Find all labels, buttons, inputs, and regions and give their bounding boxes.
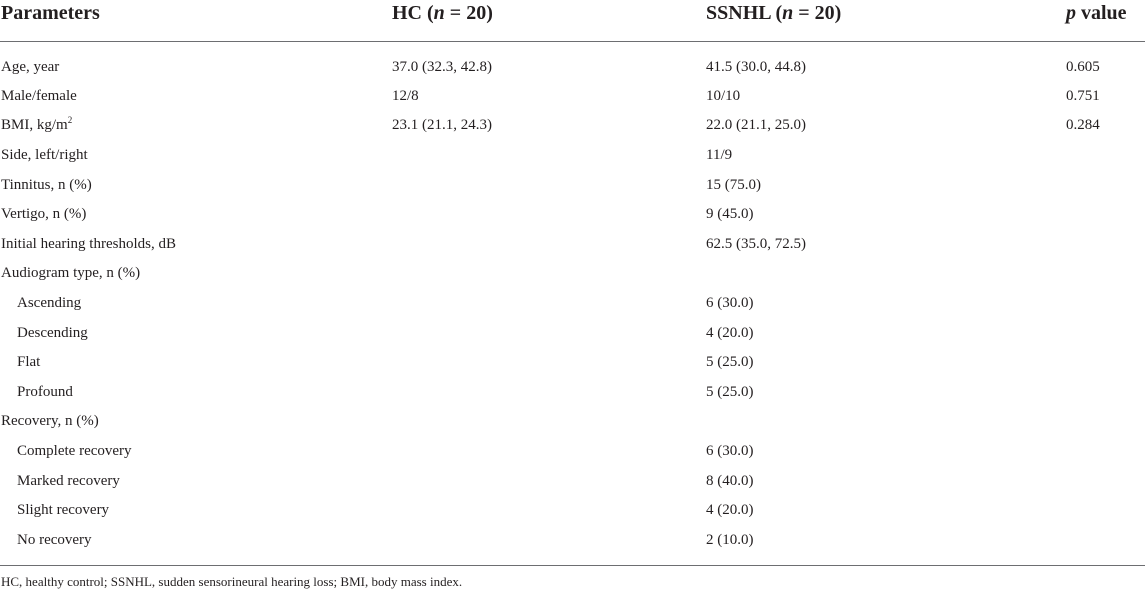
cell-hc — [392, 466, 706, 496]
row-label — [0, 377, 392, 407]
row-label — [0, 318, 392, 348]
cell-ssnhl: 15 (75.0) — [706, 176, 761, 193]
cell-hc — [392, 288, 706, 318]
row-label-text: Age, year — [1, 58, 60, 75]
table-row — [0, 525, 1145, 565]
row-label — [0, 170, 392, 200]
header-p-italic: p — [1066, 2, 1076, 24]
cell-ssnhl: 62.5 (35.0, 72.5) — [706, 235, 806, 252]
table-row — [0, 377, 1145, 407]
row-label — [0, 495, 392, 525]
cell-hc — [392, 377, 706, 407]
table-row — [0, 495, 1145, 525]
row-label — [0, 140, 392, 170]
cell-ssnhl: 9 (45.0) — [706, 206, 754, 223]
cell-p-value — [1066, 436, 1145, 466]
header-ssnhl — [706, 0, 1066, 42]
row-label-text: Audiogram type, n (%) — [1, 265, 141, 282]
header-hc-prefix: HC ( — [392, 2, 434, 24]
row-label-superscript: 2 — [67, 115, 73, 126]
row-label — [0, 407, 392, 437]
cell-ssnhl: 5 (25.0) — [706, 383, 754, 400]
cell-hc: 37.0 (32.3, 42.8) — [392, 58, 492, 75]
cell-hc: 12/8 — [392, 87, 419, 104]
header-hc-suffix: = 20) — [444, 2, 493, 24]
header-p-value — [1066, 0, 1145, 42]
cell-ssnhl: 22.0 (21.1, 25.0) — [706, 117, 806, 134]
cell-hc — [392, 407, 706, 437]
row-label-text: Male/female — [1, 87, 77, 104]
cell-ssnhl: 4 (20.0) — [706, 502, 754, 519]
cell-ssnhl: 6 (30.0) — [706, 442, 754, 459]
cell-p-value — [1066, 525, 1145, 565]
row-label-text: Initial hearing thresholds, dB — [1, 235, 176, 252]
row-label — [0, 525, 392, 565]
cell-hc — [392, 495, 706, 525]
row-label-text: Vertigo, n (%) — [1, 206, 87, 223]
row-label — [0, 347, 392, 377]
table-row — [0, 259, 1145, 289]
header-parameters-text: Parameters — [1, 2, 100, 24]
table-row — [0, 199, 1145, 229]
cell-ssnhl: 2 (10.0) — [706, 531, 754, 548]
cell-ssnhl — [706, 259, 1066, 289]
cell-hc — [392, 229, 706, 259]
row-label-text: Tinnitus, n (%) — [1, 176, 92, 193]
header-p-suffix: value — [1076, 2, 1127, 24]
table-row — [0, 140, 1145, 170]
row-label-text: Complete recovery — [17, 442, 132, 459]
cell-p-value — [1066, 495, 1145, 525]
row-label-text: Recovery, n (%) — [1, 413, 99, 430]
cell-hc — [392, 140, 706, 170]
row-label-text: Descending — [17, 324, 88, 341]
row-label-text: No recovery — [17, 531, 92, 548]
cell-p-value — [1066, 140, 1145, 170]
table-row — [0, 229, 1145, 259]
table-row — [0, 436, 1145, 466]
cell-ssnhl — [706, 407, 1066, 437]
row-label — [0, 42, 392, 82]
header-parameters — [0, 0, 392, 42]
cell-ssnhl: 8 (40.0) — [706, 472, 754, 489]
cell-p-value — [1066, 407, 1145, 437]
table-row — [0, 466, 1145, 496]
table-row — [0, 288, 1145, 318]
cell-ssnhl: 11/9 — [706, 146, 733, 163]
row-label — [0, 466, 392, 496]
table-row — [0, 42, 1145, 82]
row-label — [0, 199, 392, 229]
header-ssnhl-prefix: SSNHL ( — [706, 2, 783, 24]
cell-p-value: 0.284 — [1066, 117, 1100, 134]
row-label-text: Profound — [17, 383, 73, 400]
cell-p-value — [1066, 318, 1145, 348]
row-label-text: Flat — [17, 354, 41, 371]
table-header — [0, 0, 1145, 42]
cell-ssnhl: 5 (25.0) — [706, 354, 754, 371]
cell-p-value — [1066, 170, 1145, 200]
header-ssnhl-suffix: = 20) — [793, 2, 842, 24]
table-row — [0, 111, 1145, 141]
row-label-text: BMI, kg/m — [1, 117, 68, 134]
cell-hc — [392, 259, 706, 289]
header-row — [0, 0, 1145, 42]
table-row — [0, 347, 1145, 377]
header-hc-n: n — [433, 2, 445, 24]
table-row — [0, 81, 1145, 111]
table-row — [0, 170, 1145, 200]
row-label-text: Side, left/right — [1, 146, 88, 163]
cell-hc — [392, 199, 706, 229]
row-label — [0, 288, 392, 318]
table-row — [0, 318, 1145, 348]
table-row — [0, 407, 1145, 437]
cell-p-value — [1066, 347, 1145, 377]
row-label — [0, 259, 392, 289]
header-ssnhl-n: n — [782, 2, 794, 24]
cell-ssnhl: 6 (30.0) — [706, 294, 754, 311]
cell-p-value — [1066, 259, 1145, 289]
cell-hc — [392, 436, 706, 466]
row-label-text: Marked recovery — [17, 472, 120, 489]
row-label — [0, 436, 392, 466]
cell-p-value: 0.751 — [1066, 87, 1100, 104]
row-label-text: Ascending — [17, 294, 82, 311]
cell-hc — [392, 525, 706, 565]
cell-p-value: 0.605 — [1066, 58, 1100, 75]
row-label-text: Slight recovery — [17, 502, 110, 519]
row-label — [0, 81, 392, 111]
cell-ssnhl: 10/10 — [706, 87, 741, 104]
cell-p-value — [1066, 466, 1145, 496]
cell-ssnhl: 4 (20.0) — [706, 324, 754, 341]
cell-p-value — [1066, 199, 1145, 229]
cell-hc — [392, 170, 706, 200]
cell-hc — [392, 318, 706, 348]
table-footnote: HC, healthy control; SSNHL, sudden sensorineural hearing loss; BMI, body mass index. — [1, 573, 463, 589]
cell-p-value — [1066, 288, 1145, 318]
cell-ssnhl: 41.5 (30.0, 44.8) — [706, 58, 806, 75]
cell-hc — [392, 347, 706, 377]
cell-p-value — [1066, 377, 1145, 407]
cell-p-value — [1066, 229, 1145, 259]
row-label — [0, 111, 392, 141]
row-label — [0, 229, 392, 259]
cell-hc: 23.1 (21.1, 24.3) — [392, 117, 492, 134]
header-hc — [392, 0, 706, 42]
table-body — [0, 42, 1145, 565]
